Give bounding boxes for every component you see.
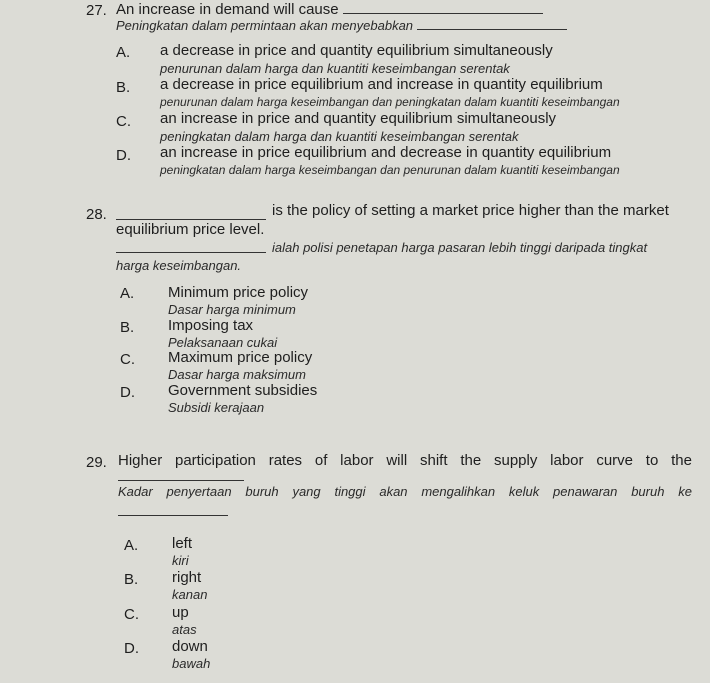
- q27-option-b-translation: penurunan dalam harga keseimbangan dan peningkatan dalam kuantiti keseimbangan: [160, 95, 620, 109]
- q28-option-b-text: Imposing tax: [168, 317, 254, 334]
- question-28-stem-line1: is the policy of setting a market price higher than the market: [272, 202, 669, 219]
- q28-option-a-translation: Dasar harga minimum: [168, 302, 296, 317]
- q28-option-c-translation: Dasar harga maksimum: [168, 367, 306, 382]
- q28-option-d-letter: D.: [120, 384, 135, 401]
- question-27-stem-translation: [116, 18, 567, 33]
- question-27-stem: [116, 1, 543, 18]
- question-27-number: 27.: [86, 2, 107, 19]
- q27-option-b-letter: B.: [116, 79, 131, 96]
- question-29-number: 29.: [86, 454, 107, 471]
- q27-option-d-letter: D.: [116, 147, 131, 164]
- answer-blank: [118, 468, 244, 481]
- q29-option-b-translation: kanan: [172, 587, 208, 602]
- question-28-stem-translation-line2: harga keseimbangan.: [116, 258, 242, 273]
- q29-option-a-letter: A.: [124, 537, 139, 554]
- question-28-number: 28.: [86, 206, 107, 223]
- q28-option-a-letter: A.: [120, 285, 135, 302]
- q29-option-a-translation: kiri: [172, 553, 189, 568]
- q27-option-d-text: an increase in price equilibrium and decrease in quantity equilibrium: [160, 144, 612, 161]
- q29-option-a-text: left: [172, 535, 193, 552]
- q27-option-c-translation: peningkatan dalam harga dan kuantiti keseimbangan serentak: [160, 129, 519, 144]
- q28-option-b-translation: Pelaksanaan cukai: [168, 335, 278, 350]
- q29-option-c-translation: atas: [172, 622, 197, 637]
- question-28-stem-line2: equilibrium price level.: [116, 221, 265, 238]
- answer-blank: [116, 203, 266, 220]
- question-27-stem-translation-text: Peningkatan dalam permintaan akan menyebabkan: [116, 18, 414, 33]
- q29-option-c-letter: C.: [124, 606, 139, 623]
- q28-option-c-text: Maximum price policy: [168, 349, 313, 366]
- q27-option-a-text: a decrease in price and quantity equilibrium simultaneously: [160, 42, 553, 59]
- answer-blank: [116, 236, 266, 253]
- q27-option-b-text: a decrease in price equilibrium and increase in quantity equilibrium: [160, 76, 603, 93]
- q29-option-c-text: up: [172, 604, 189, 621]
- q29-option-b-letter: B.: [124, 571, 139, 588]
- q27-option-c-text: an increase in price and quantity equilibrium simultaneously: [160, 110, 557, 127]
- answer-blank: [343, 13, 543, 14]
- q27-option-d-translation: peningkatan dalam harga keseimbangan dan penurunan dalam kuantiti keseimbangan: [160, 163, 620, 177]
- q29-option-d-text: down: [172, 638, 208, 655]
- q29-option-d-translation: bawah: [172, 656, 211, 671]
- q28-option-b-letter: B.: [120, 319, 135, 336]
- q27-option-a-translation: penurunan dalam harga dan kuantiti keseimbangan serentak: [160, 61, 510, 76]
- q28-option-d-text: Government subsidies: [168, 382, 318, 399]
- answer-blank: [118, 503, 228, 516]
- answer-blank: [417, 29, 567, 30]
- question-29-stem-translation: Kadar penyertaan buruh yang tinggi akan mengalihkan keluk penawaran buruh ke: [118, 484, 692, 499]
- q27-option-c-letter: C.: [116, 113, 131, 130]
- q29-option-b-text: right: [172, 569, 202, 586]
- question-27-stem-text: An increase in demand will cause: [116, 1, 339, 18]
- q27-option-a-letter: A.: [116, 44, 131, 61]
- q29-option-d-letter: D.: [124, 640, 139, 657]
- q28-option-d-translation: Subsidi kerajaan: [168, 400, 265, 415]
- question-28-stem-translation-line1: ialah polisi penetapan harga pasaran lebih tinggi daripada tingkat: [272, 240, 648, 255]
- question-29-stem: Higher participation rates of labor will shift the supply labor curve to the: [118, 452, 692, 469]
- q28-option-a-text: Minimum price policy: [168, 284, 309, 301]
- q28-option-c-letter: C.: [120, 351, 135, 368]
